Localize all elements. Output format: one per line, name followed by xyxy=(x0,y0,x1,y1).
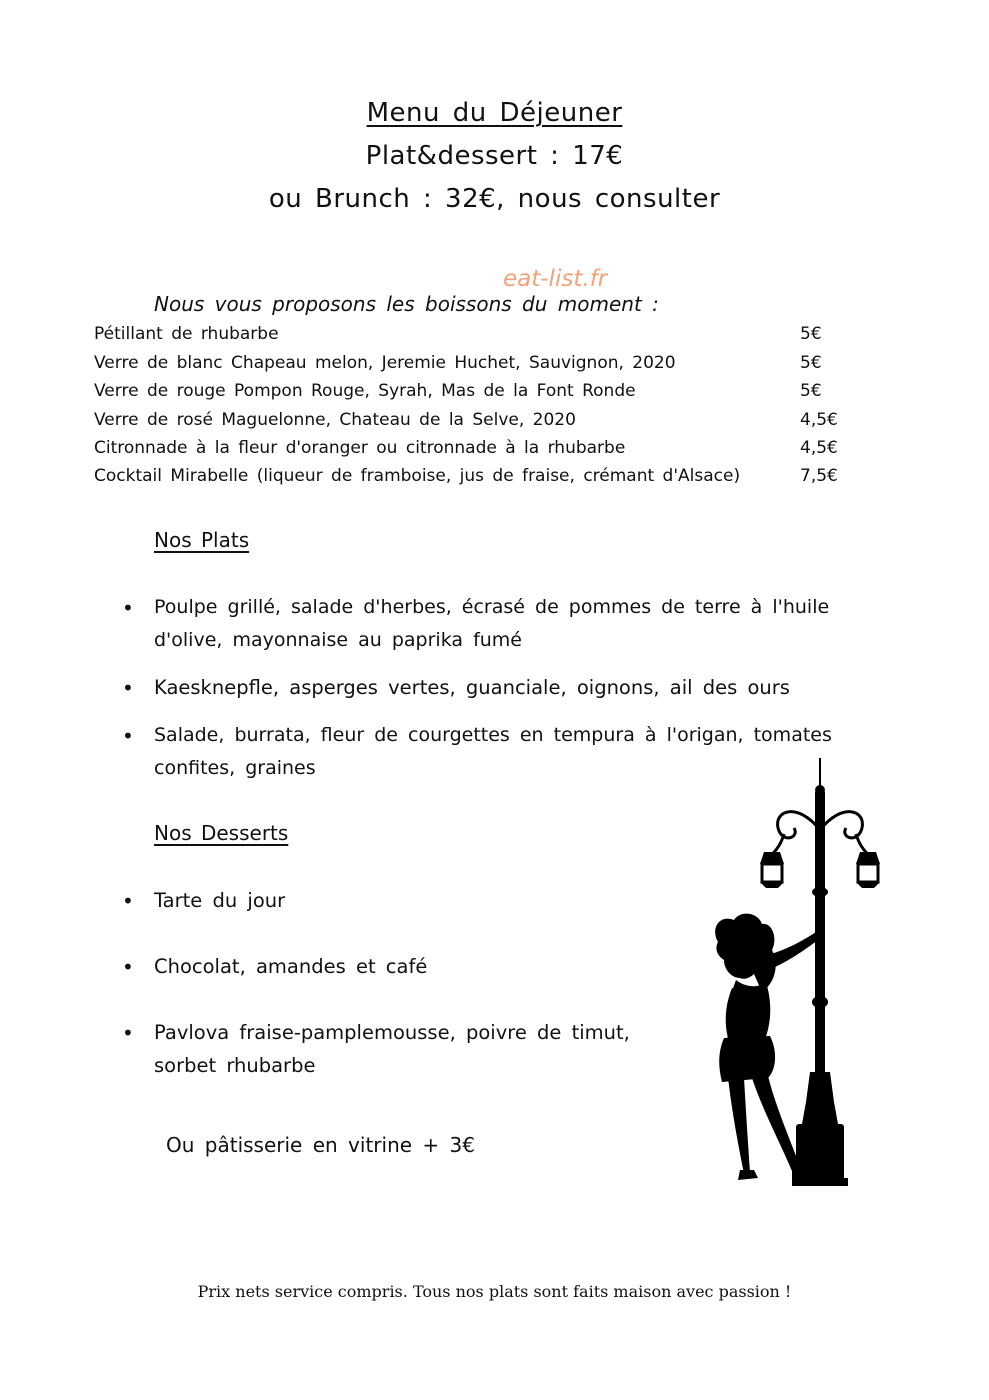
dessert-item xyxy=(154,1016,630,1082)
bullet-icon: • xyxy=(122,955,134,979)
drink-name: Citronnade à la fleur d'oranger ou citronnade à la rhubarbe xyxy=(94,438,626,458)
drink-row xyxy=(94,324,854,350)
dessert-item xyxy=(154,950,427,983)
dessert-item-line: Pavlova fraise-pamplemousse, poivre de timut, xyxy=(154,1021,630,1044)
dessert-item-line: sorbet rhubarbe xyxy=(154,1054,316,1077)
brunch-price-line: ou Brunch : 32€, nous consulter xyxy=(268,184,721,214)
drink-row xyxy=(94,353,854,379)
plat-item-line: Poulpe grillé, salade d'herbes, écrasé de pommes de terre à l'huile xyxy=(154,596,830,618)
drink-price: 5€ xyxy=(800,353,822,373)
bullet-icon: • xyxy=(122,596,134,620)
drink-price: 5€ xyxy=(800,324,822,344)
drink-price: 7,5€ xyxy=(800,466,838,486)
drink-price: 5€ xyxy=(800,381,822,401)
woman-lamp-silhouette-icon xyxy=(688,752,888,1192)
bullet-icon: • xyxy=(122,1021,134,1045)
plat-item xyxy=(154,591,829,657)
drink-name: Verre de rouge Pompon Rouge, Syrah, Mas de la Font Ronde xyxy=(94,381,636,401)
plat-item-line: confites, graines xyxy=(154,757,316,779)
plats-section-title: Nos Plats xyxy=(154,528,250,552)
footer-note: Prix nets service compris. Tous nos plats sont faits maison avec passion ! xyxy=(197,1282,792,1301)
formula-price-line: Plat&dessert : 17€ xyxy=(365,141,624,171)
dessert-item-line: Chocolat, amandes et café xyxy=(154,955,428,978)
dessert-item xyxy=(154,884,285,917)
drink-row xyxy=(94,438,854,464)
plat-item xyxy=(154,671,790,704)
drink-row xyxy=(94,381,854,407)
bullet-icon: • xyxy=(122,724,134,748)
drink-name: Pétillant de rhubarbe xyxy=(94,324,279,344)
drink-name: Verre de rosé Maguelonne, Chateau de la Selve, 2020 xyxy=(94,410,576,430)
drink-price: 4,5€ xyxy=(800,410,838,430)
plat-item-line: Salade, burrata, fleur de courgettes en tempura à l'origan, tomates xyxy=(154,724,832,746)
bullet-icon: • xyxy=(122,889,134,913)
dessert-item-line: Tarte du jour xyxy=(154,889,286,912)
watermark: eat-list.fr xyxy=(503,266,608,292)
drink-row xyxy=(94,410,854,436)
plat-item-line: d'olive, mayonnaise au paprika fumé xyxy=(154,629,522,651)
plat-item-line: Kaesknepfle, asperges vertes, guanciale, oignons, ail des ours xyxy=(154,676,790,699)
drink-price: 4,5€ xyxy=(800,438,838,458)
patisserie-extra: Ou pâtisserie en vitrine + 3€ xyxy=(166,1133,475,1157)
drinks-heading: Nous vous proposons les boissons du moment : xyxy=(154,292,659,316)
bullet-icon: • xyxy=(122,676,134,700)
drink-name: Cocktail Mirabelle (liqueur de framboise, jus de fraise, crémant d'Alsace) xyxy=(94,466,741,486)
desserts-section-title: Nos Desserts xyxy=(154,821,289,845)
menu-title: Menu du Déjeuner xyxy=(366,98,623,128)
drink-name: Verre de blanc Chapeau melon, Jeremie Huchet, Sauvignon, 2020 xyxy=(94,353,676,373)
drink-row xyxy=(94,466,854,492)
